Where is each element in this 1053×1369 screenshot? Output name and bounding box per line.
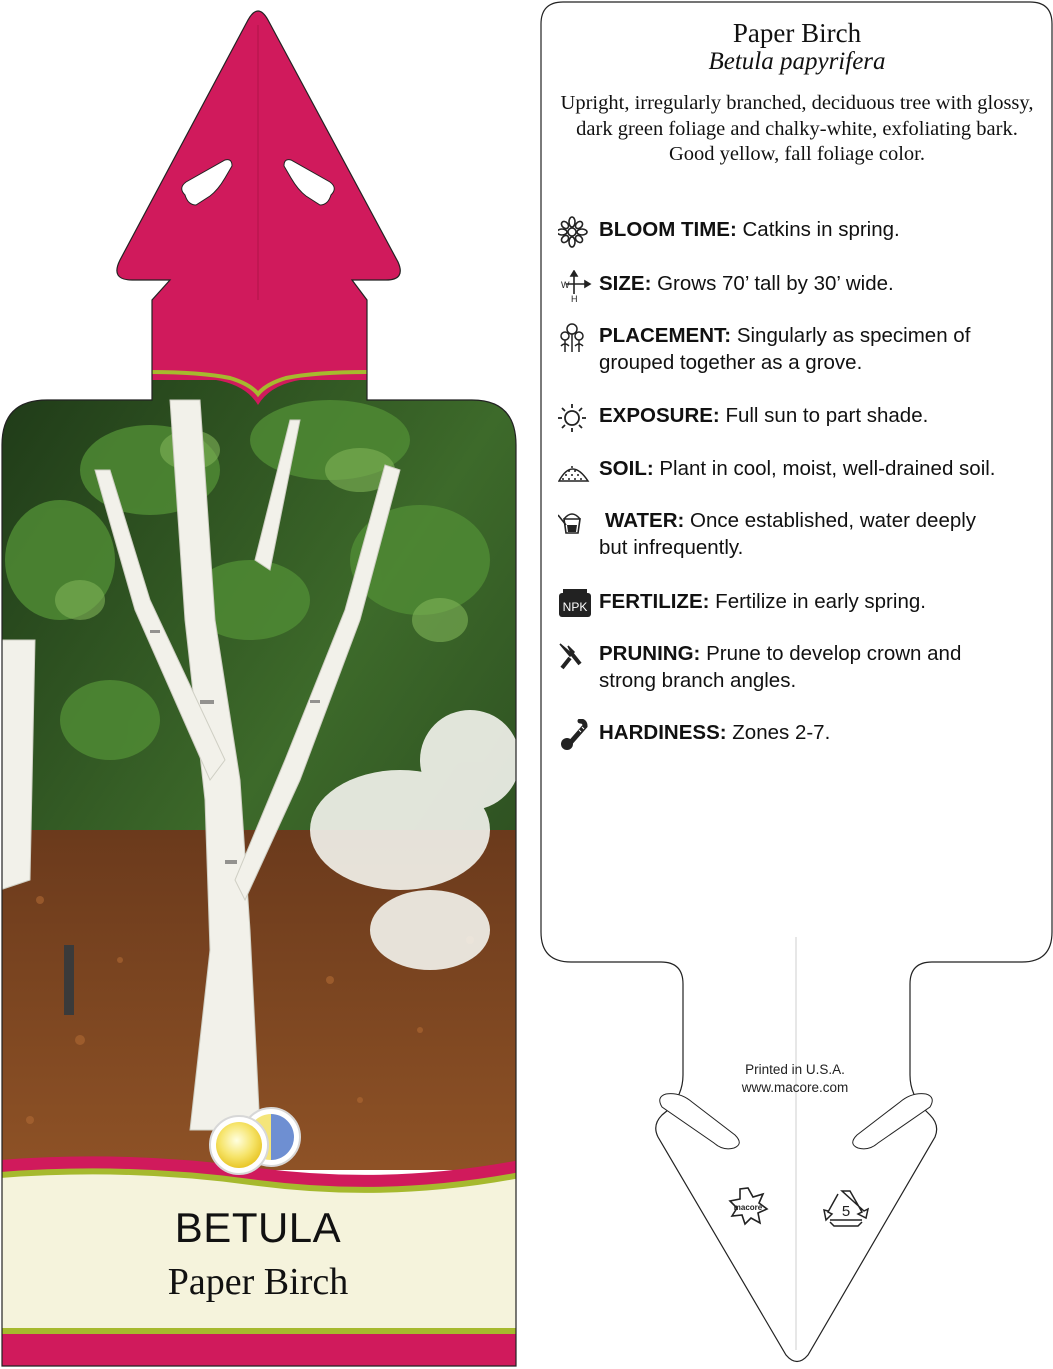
care-hardiness [558,719,1043,746]
npk-text: NPK [562,600,588,614]
watering-can-icon [558,507,594,539]
size-icon-h: H [571,294,578,302]
front-genus-name: BETULA [174,1204,342,1251]
placement-plants-icon [558,322,594,354]
plant-description: Upright, irregularly branched, deciduous tree with glossy, dark green foliage and chalky-white, exfoliating bark. Good yellow, fall foliage color. [560,92,1034,165]
care-text: Zones 2-7. [732,721,831,744]
care-text: Singularly as specimen of [736,324,971,347]
care-pruning [558,640,1043,694]
care-fertilize [558,588,1043,615]
care-text: Grows 70’ tall by 30’ wide. [657,272,894,295]
care-text-continued: but infrequently. [599,536,744,559]
care-label: SIZE: [599,272,652,295]
pruning-shears-icon [558,640,594,672]
size-icon-w: W [561,280,570,290]
back-common-name: Paper Birch [732,18,862,48]
care-text: Prune to develop crown and [706,642,962,665]
sun-icon [558,402,594,434]
care-placement [558,322,1043,376]
size-arrows-icon [558,270,594,302]
soil-mound-icon [558,455,594,487]
care-text-continued: grouped together as a grove. [599,351,863,374]
care-soil [558,455,1043,482]
care-label: PRUNING: [599,642,701,665]
care-label: FERTILIZE: [599,590,710,613]
care-exposure [558,402,1043,429]
care-text: Catkins in spring. [742,218,900,241]
care-label: WATER: [605,509,685,532]
npk-fertilizer-icon [558,588,594,620]
care-text-continued: strong branch angles. [599,669,797,692]
macore-logo-text: macore [733,1203,763,1212]
back-botanical-name: Betula papyrifera [708,48,886,75]
care-text: Once established, water deeply [690,509,977,532]
care-water [558,507,1043,561]
flower-icon [558,216,594,248]
thermometer-icon [558,719,594,751]
care-text: Plant in cool, moist, well-drained soil. [659,457,996,480]
recycle-number: 5 [841,1203,851,1220]
website-text: www.macore.com [741,1080,849,1095]
front-common-name: Paper Birch [167,1261,349,1303]
care-text: Full sun to part shade. [725,404,929,427]
care-text: Fertilize in early spring. [715,590,926,613]
care-label: BLOOM TIME: [599,218,737,241]
care-label: PLACEMENT: [599,324,732,347]
care-label: EXPOSURE: [599,404,720,427]
care-label: HARDINESS: [599,721,727,744]
printed-in-text: Printed in U.S.A. [745,1062,845,1077]
care-bloom-time [558,216,1043,243]
care-label: SOIL: [599,457,654,480]
care-size [558,270,1043,302]
